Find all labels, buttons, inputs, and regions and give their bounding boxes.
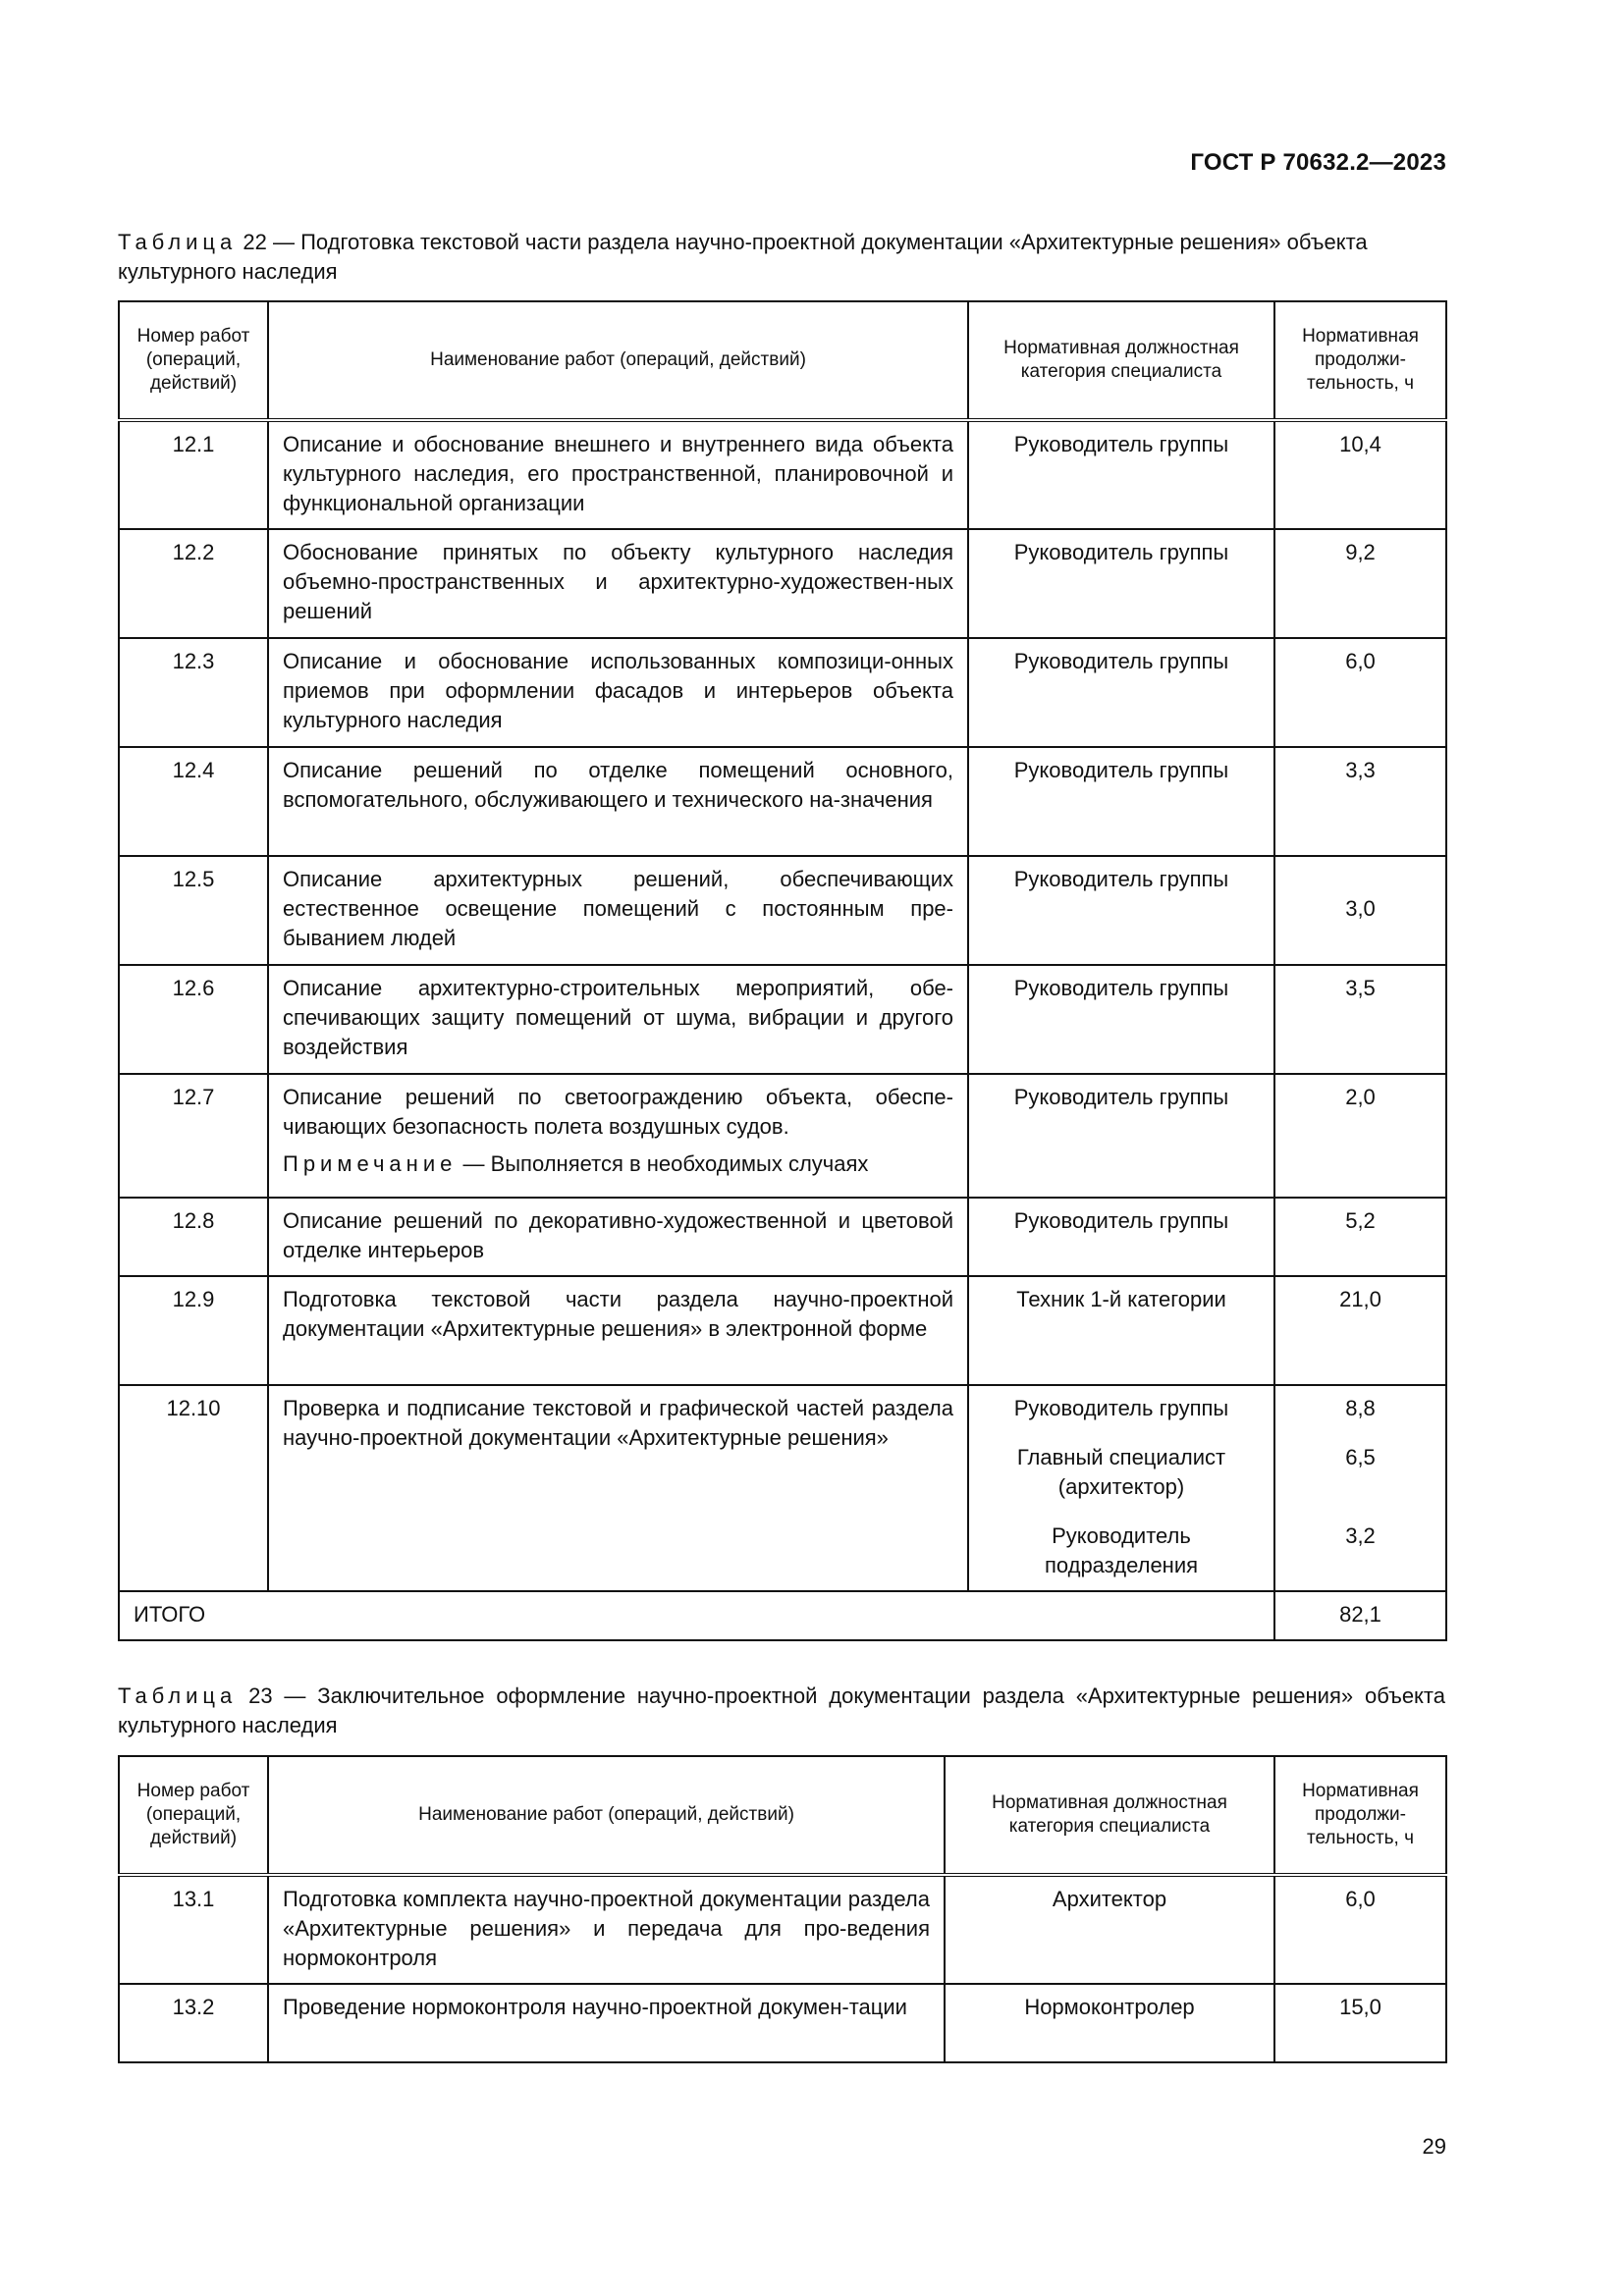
- row-category: Руководитель группы: [968, 529, 1274, 638]
- row-number: 12.6: [119, 965, 268, 1074]
- row-duration: 10,4: [1274, 420, 1446, 529]
- table-row: [119, 1984, 1446, 2062]
- table-row: [119, 1198, 1446, 1276]
- row-category: Руководитель группы: [968, 856, 1274, 965]
- row-number: 12.7: [119, 1074, 268, 1198]
- table-22-header-number: Номер работ (операций, действий): [119, 301, 268, 420]
- table-row: [119, 1276, 1446, 1385]
- row-category: Руководитель группы: [968, 1074, 1274, 1198]
- row-duration: 6,0: [1274, 1875, 1446, 1984]
- row-number: 12.3: [119, 638, 268, 747]
- table-row: [119, 420, 1446, 529]
- row-number: 12.8: [119, 1198, 268, 1276]
- row-duration: 9,2: [1274, 529, 1446, 638]
- row-work-name: Описание и обоснование внешнего и внутреннего вида объекта культурного наследия, его пространственной, планировочной и функциональной организации: [268, 420, 968, 529]
- table-23-header-row: [119, 1756, 1446, 1875]
- row-work-name: Описание решений по светоограждению объекта, обеспе-чивающих безопасность полета воздушных судов.: [283, 1085, 953, 1139]
- table-row: [119, 1074, 1446, 1198]
- row-duration: 3,0: [1274, 856, 1446, 965]
- row-number: 13.2: [119, 1984, 268, 2062]
- table-22: [118, 300, 1447, 1641]
- row-duration: 3,5: [1274, 965, 1446, 1074]
- row-category: Главный специалист (архитектор): [1016, 1445, 1226, 1499]
- table-23-header-number: Номер работ (операций, действий): [119, 1756, 268, 1875]
- row-note-label: Примечание: [283, 1151, 458, 1176]
- table-row: [119, 1385, 1446, 1591]
- table-row: [119, 747, 1446, 856]
- row-category: Техник 1-й категории: [968, 1276, 1274, 1385]
- row-work-name: Описание решений по декоративно-художественной и цветовой отделке интерьеров: [268, 1198, 968, 1276]
- row-category: Руководитель подразделения: [1044, 1523, 1199, 1577]
- row-work-name: Проверка и подписание текстовой и графической частей раздела научно-проектной документации «Архитектурные решения»: [268, 1385, 968, 1591]
- row-work-name: Описание и обоснование использованных композици-онных приемов при оформлении фасадов и интерьеров объекта культурного наследия: [268, 638, 968, 747]
- table-22-caption-label: Таблица: [118, 230, 238, 254]
- table-23-header-category: Нормативная должностная категория специалиста: [945, 1756, 1274, 1875]
- row-durations: [1274, 1385, 1446, 1591]
- table-23: [118, 1755, 1447, 2063]
- row-work-name: Описание решений по отделке помещений основного, вспомогательного, обслуживающего и технического на-значения: [268, 747, 968, 856]
- total-label: ИТОГО: [119, 1591, 1274, 1640]
- row-duration: 8,8: [1345, 1396, 1376, 1420]
- row-duration: 3,2: [1345, 1523, 1376, 1548]
- row-work-name: Подготовка комплекта научно-проектной документации раздела «Архитектурные решения» и передача для про-ведения нормоконтроля: [268, 1875, 945, 1984]
- row-category: Руководитель группы: [968, 420, 1274, 529]
- table-23-caption-label: Таблица: [118, 1683, 238, 1708]
- table-row: [119, 529, 1446, 638]
- table-22-header-category: Нормативная должностная категория специалиста: [968, 301, 1274, 420]
- total-value: 82,1: [1274, 1591, 1446, 1640]
- row-duration: 5,2: [1274, 1198, 1446, 1276]
- row-categories: [968, 1385, 1274, 1591]
- table-22-header-duration: Нормативная продолжи-тельность, ч: [1274, 301, 1446, 420]
- row-category: Руководитель группы: [968, 638, 1274, 747]
- row-duration: 3,3: [1274, 747, 1446, 856]
- row-work-name: Подготовка текстовой части раздела научно-проектной документации «Архитектурные решения» в электронной форме: [268, 1276, 968, 1385]
- row-category: Архитектор: [945, 1875, 1274, 1984]
- row-category: Руководитель группы: [968, 965, 1274, 1074]
- row-number: 12.2: [119, 529, 268, 638]
- table-23-header-duration: Нормативная продолжи-тельность, ч: [1274, 1756, 1446, 1875]
- row-note-text: — Выполняется в необходимых случаях: [457, 1151, 869, 1176]
- table-row: [119, 965, 1446, 1074]
- table-22-header-name: Наименование работ (операций, действий): [268, 301, 968, 420]
- row-number: 12.10: [119, 1385, 268, 1591]
- row-work-name: Описание архитектурных решений, обеспечивающих естественное освещение помещений с постоянным пре-быванием людей: [268, 856, 968, 965]
- row-duration: 6,0: [1274, 638, 1446, 747]
- table-row: [119, 856, 1446, 965]
- table-row: [119, 638, 1446, 747]
- row-duration: 15,0: [1274, 1984, 1446, 2062]
- row-category: Нормоконтролер: [945, 1984, 1274, 2062]
- table-row: [119, 1875, 1446, 1984]
- table-22-caption-text: 22 — Подготовка текстовой части раздела научно-проектной документации «Архитектурные решения» объекта культурного наследия: [118, 230, 1368, 284]
- table-22-caption: [118, 228, 1445, 287]
- row-number: 12.1: [119, 420, 268, 529]
- row-number: 13.1: [119, 1875, 268, 1984]
- row-work-name: Обоснование принятых по объекту культурного наследия объемно-пространственных и архитектурно-художествен-ных решений: [268, 529, 968, 638]
- row-duration: 6,5: [1345, 1445, 1376, 1469]
- row-number: 12.4: [119, 747, 268, 856]
- table-23-caption: [118, 1682, 1445, 1740]
- row-work-name-with-note: [268, 1074, 968, 1198]
- table-23-header-name: Наименование работ (операций, действий): [268, 1756, 945, 1875]
- page-number: 29: [1422, 2134, 1446, 2159]
- row-number: 12.9: [119, 1276, 268, 1385]
- row-note: [283, 1149, 953, 1179]
- row-work-name: Проведение нормоконтроля научно-проектной докумен-тации: [268, 1984, 945, 2062]
- table-total-row: [119, 1591, 1446, 1640]
- table-22-header-row: [119, 301, 1446, 420]
- row-work-name: Описание архитектурно-строительных мероприятий, обе-спечивающих защиту помещений от шума, вибрации и другого воздействия: [268, 965, 968, 1074]
- document-standard-header: ГОСТ Р 70632.2—2023: [1190, 149, 1446, 176]
- table-23-caption-text: 23 — Заключительное оформление научно-проектной документации раздела «Архитектурные решения» объекта культурного наследия: [118, 1683, 1445, 1737]
- row-duration: 2,0: [1274, 1074, 1446, 1198]
- row-category: Руководитель группы: [1013, 1396, 1229, 1420]
- row-category: Руководитель группы: [968, 747, 1274, 856]
- row-number: 12.5: [119, 856, 268, 965]
- row-duration: 21,0: [1274, 1276, 1446, 1385]
- row-category: Руководитель группы: [968, 1198, 1274, 1276]
